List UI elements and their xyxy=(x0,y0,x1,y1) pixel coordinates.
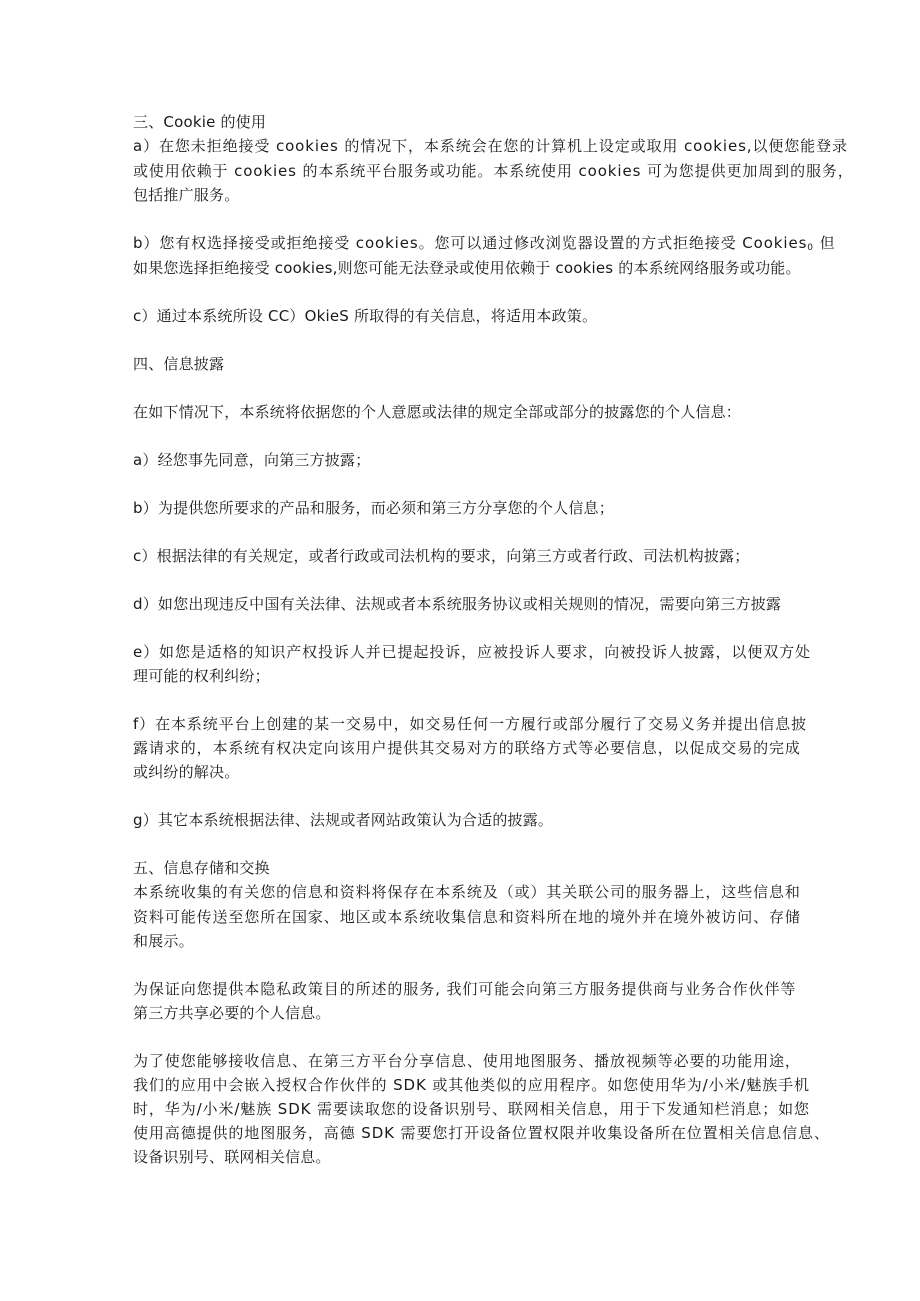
paragraph-line: 如果您选择拒绝接受 cookies,则您可能无法登录或使用依赖于 cookies 的本系统网络服务或功能。 xyxy=(133,259,801,277)
paragraph-line: 本系统收集的有关您的信息和资料将保存在本系统及（或）其关联公司的服务器上，这些信息和 xyxy=(133,883,801,901)
paragraph-line: 资料可能传送至您所在国家、地区或本系统收集信息和资料所在地的境外并在境外被访问、存储 xyxy=(133,908,801,926)
paragraph-line: 使用高德提供的地图服务，高德 SDK 需要您打开设备位置权限并收集设备所在位置相关信息信息、 xyxy=(133,1124,830,1142)
paragraph-line: 为了使您能够接收信息、在第三方平台分享信息、使用地图服务、播放视频等必要的功能用途， xyxy=(133,1052,801,1070)
subscript-text: 0 xyxy=(807,243,814,253)
list-item: e）如您是适格的知识产权投诉人并已提起投诉，应被投诉人要求，向被投诉人披露，以便双方处 xyxy=(133,643,811,661)
paragraph-line: 和展示。 xyxy=(133,932,194,950)
text-segment: b）您有权选择接受或拒绝接受 cookies。您可以通过修改浏览器设置的方式拒绝接受 Cookies xyxy=(133,234,808,252)
section-heading-cookie: 三、Cookie 的使用 xyxy=(133,113,267,131)
list-item: b）为提供您所要求的产品和服务，而必须和第三方分享您的个人信息； xyxy=(133,499,614,517)
paragraph-line: 设备识别号、联网相关信息。 xyxy=(133,1148,331,1166)
text-segment: 但 xyxy=(813,234,836,252)
list-item: 或纠纷的解决。 xyxy=(133,763,240,781)
list-item: f）在本系统平台上创建的某一交易中，如交易任何一方履行或部分履行了交易义务并提出信息披 xyxy=(133,715,807,733)
paragraph-line: 为保证向您提供本隐私政策目的所述的服务, 我们可能会向第三方服务提供商与业务合作伙伴等 xyxy=(133,980,797,998)
paragraph-line: a）在您未拒绝接受 cookies 的情况下，本系统会在您的计算机上设定或取用 cookies,以便您能登录 xyxy=(133,137,848,155)
list-item: c）根据法律的有关规定，或者行政或司法机构的要求，向第三方或者行政、司法机构披露； xyxy=(133,547,750,565)
list-item: 理可能的权利纠纷； xyxy=(133,667,270,685)
list-item: a）经您事先同意，向第三方披露； xyxy=(133,451,371,469)
paragraph-line: c）通过本系统所设 CC）OkieS 所取得的有关信息，将适用本政策。 xyxy=(133,307,598,325)
section-heading-disclosure: 四、信息披露 xyxy=(133,355,225,373)
paragraph-line: 第三方共享必要的个人信息。 xyxy=(133,1004,331,1022)
list-item: d）如您出现违反中国有关法律、法规或者本系统服务协议或相关规则的情况，需要向第三方披露 xyxy=(133,595,782,613)
list-item: g）其它本系统根据法律、法规或者网站政策认为合适的披露。 xyxy=(133,811,554,829)
paragraph-line: 或使用依赖于 cookies 的本系统平台服务或功能。本系统使用 cookies 可为您提供更加周到的服务， xyxy=(133,162,854,180)
paragraph-line: 我们的应用中会嵌入授权合作伙伴的 SDK 或其他类似的应用程序。如您使用华为/小米/魅族手机 xyxy=(133,1076,810,1094)
list-item: 露请求的，本系统有权决定向该用户提供其交易对方的联络方式等必要信息，以促成交易的完成 xyxy=(133,739,801,757)
paragraph-line: 时，华为/小米/魅族 SDK 需要读取您的设备识别号、联网相关信息，用于下发通知栏消息；如您 xyxy=(133,1100,810,1118)
section-heading-storage: 五、信息存储和交换 xyxy=(133,859,270,877)
paragraph-line: 包括推广服务。 xyxy=(133,186,240,204)
paragraph-line xyxy=(133,233,836,258)
paragraph-line: 在如下情况下，本系统将依据您的个人意愿或法律的规定全部或部分的披露您的个人信息： xyxy=(133,403,742,421)
